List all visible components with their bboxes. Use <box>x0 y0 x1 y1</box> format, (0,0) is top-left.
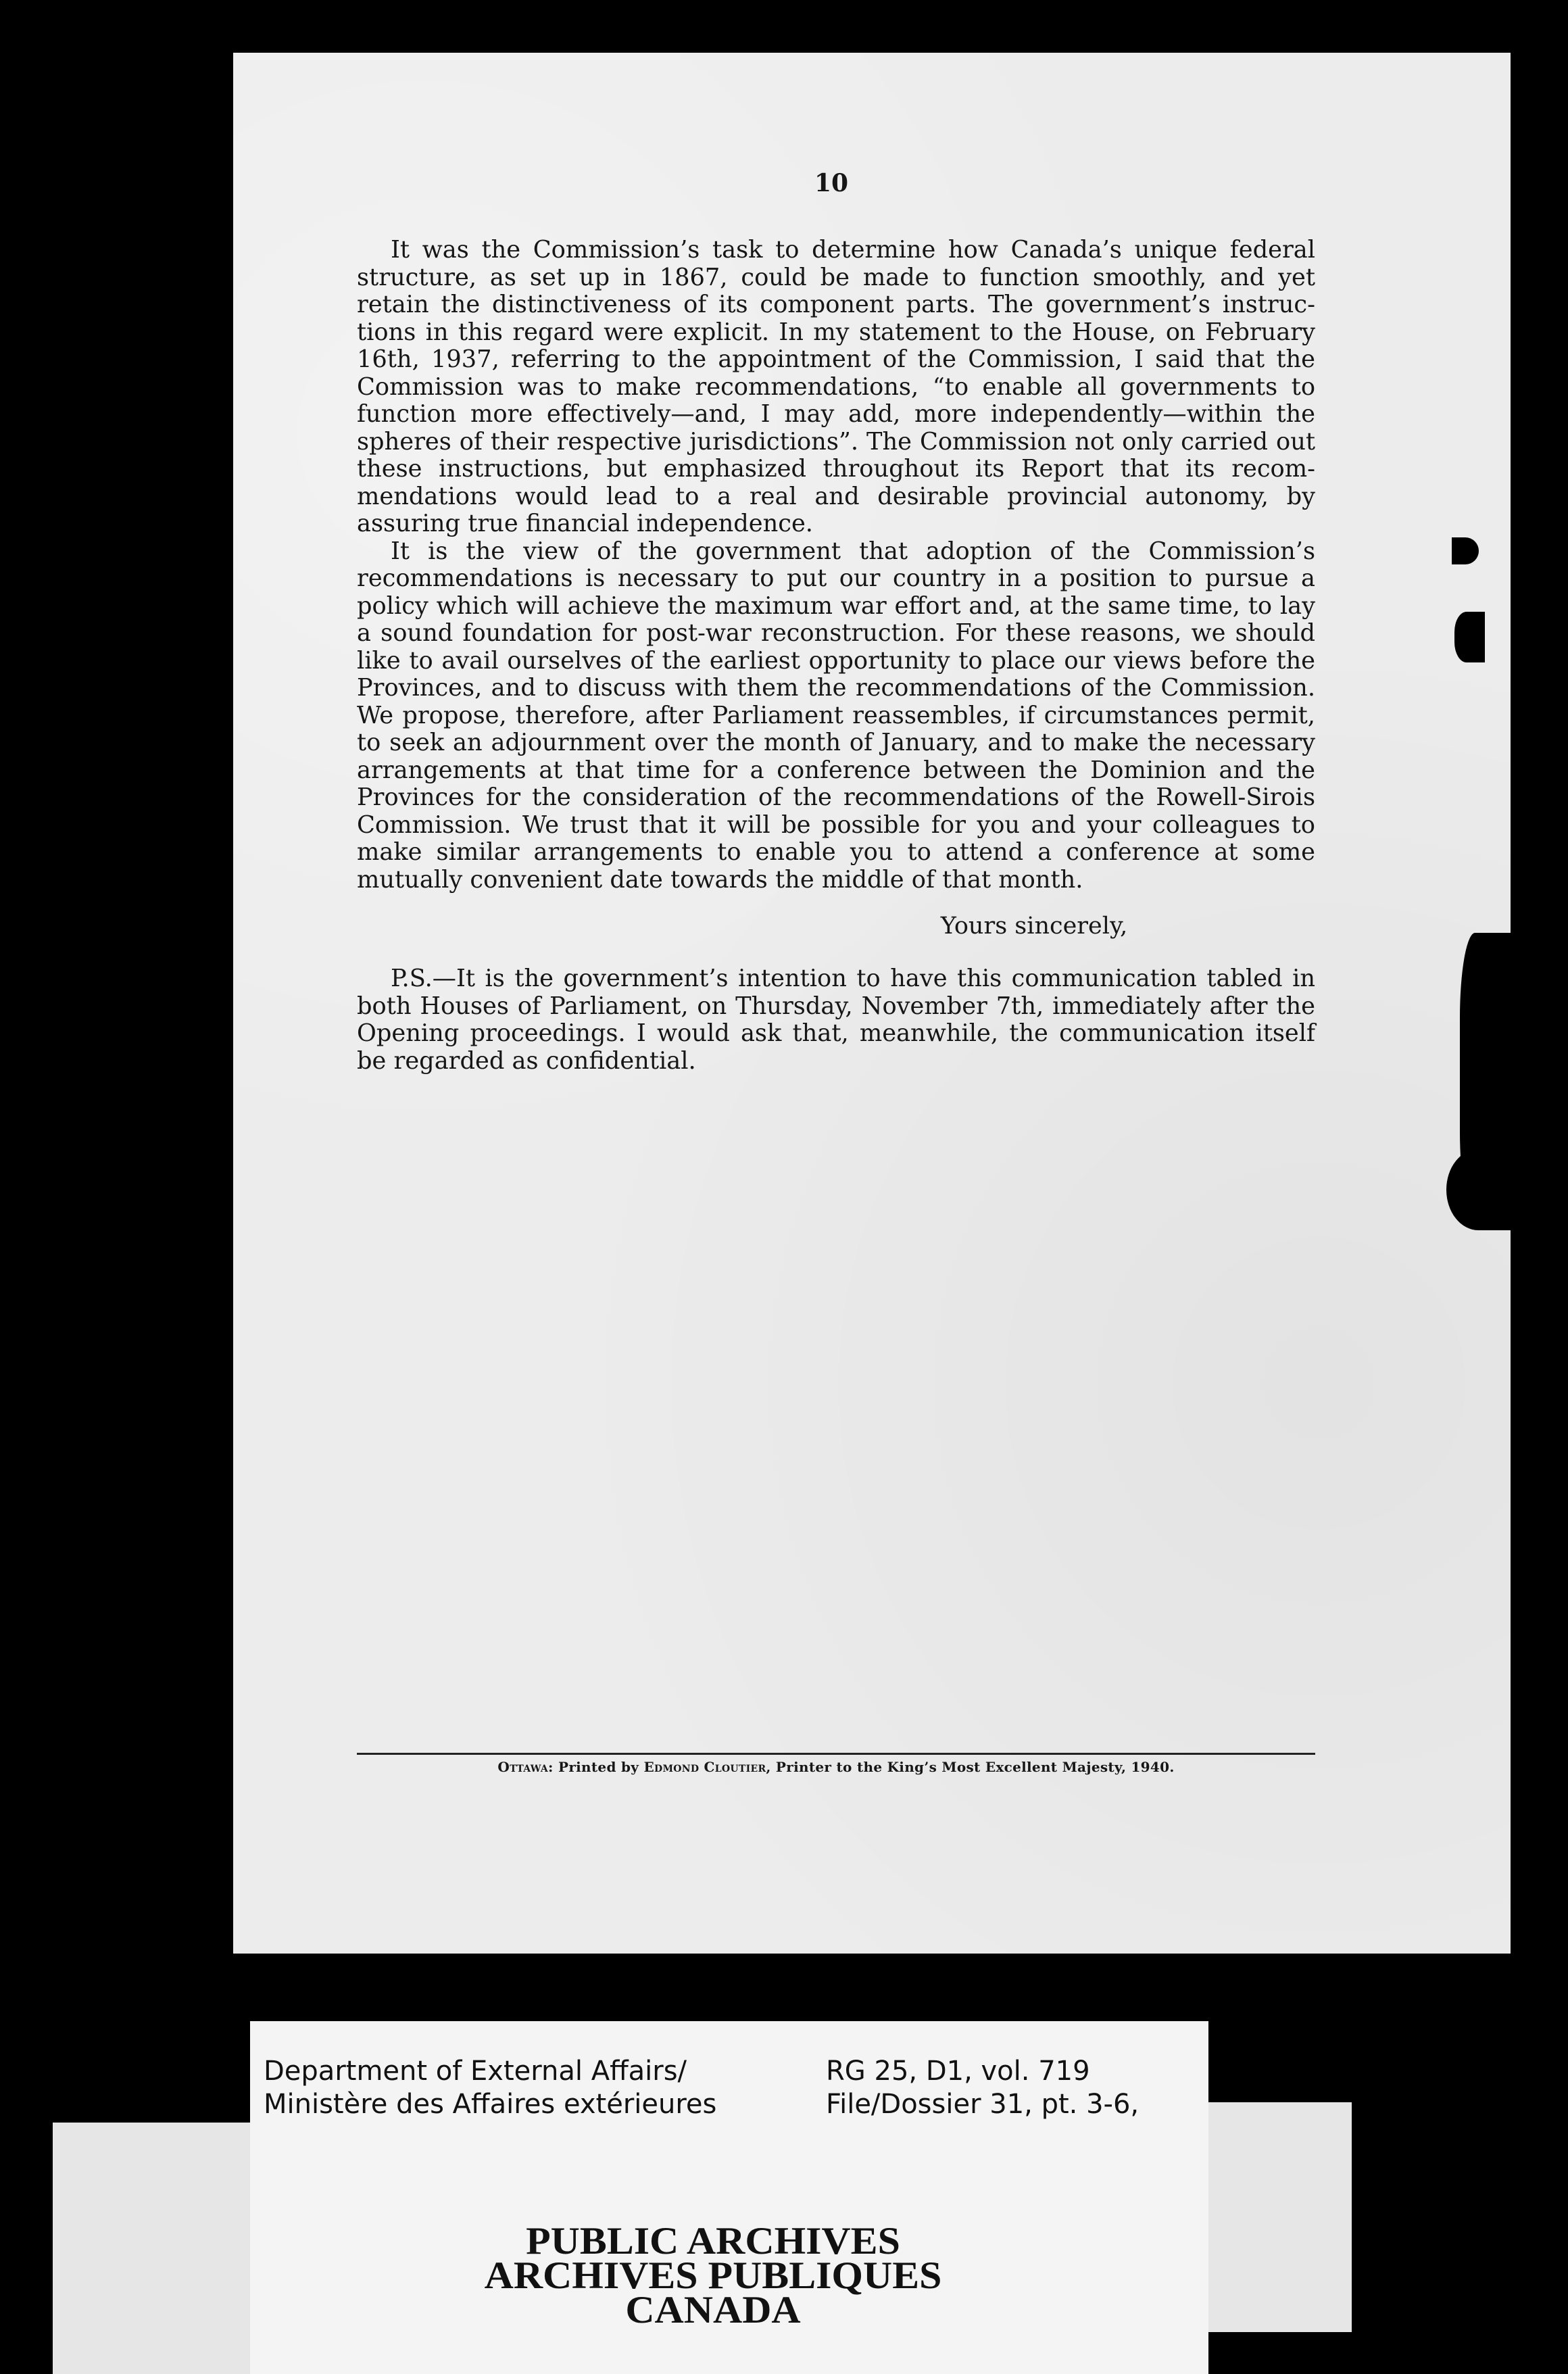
department-line: Department of External Affairs/ <box>264 2056 687 2087</box>
department-label <box>264 2055 777 2121</box>
reference-line: RG 25, D1, vol. 719 <box>826 2056 1090 2087</box>
letter-body <box>357 237 1315 894</box>
closing-salutation: Yours sincerely, <box>940 913 1128 940</box>
page-number: 10 <box>814 169 849 197</box>
postscript <box>357 965 1315 1075</box>
stamp-line: PUBLIC ARCHIVES <box>526 2220 900 2262</box>
reference-line: File/Dossier 31, pt. 3-6, <box>826 2089 1140 2120</box>
archives-stamp <box>412 2220 1015 2331</box>
torn-edge <box>1452 537 1479 564</box>
imprint-text: , Printer to the King’s Most Excellent Majesty, 1940. <box>766 1759 1175 1775</box>
stamp-line: CANADA <box>625 2289 801 2331</box>
postscript-text: P.S.—It is the government’s intention to have this communication tabled in both Houses of Parliament, on Thursday, November 7th, immediately after the Opening proceedings. I would ask that, meanwhile, the communication itself be regarded as confidential. <box>357 965 1315 1075</box>
torn-edge <box>1454 612 1485 662</box>
archive-card-edge <box>1208 2102 1352 2332</box>
department-line: Ministère des Affaires extérieures <box>264 2089 717 2120</box>
imprint-text: : Printed by <box>548 1759 644 1775</box>
file-reference <box>826 2055 1204 2121</box>
imprint-printer: Edmond Cloutier <box>643 1759 766 1775</box>
printer-imprint <box>357 1759 1315 1775</box>
torn-edge <box>1446 1149 1511 1230</box>
stamp-line: ARCHIVES PUBLIQUES <box>484 2254 942 2297</box>
archive-card-edge <box>53 2123 250 2374</box>
paragraph: It is the view of the government that adoption of the Commission’s recommendations is necessary to put our country in a position to pursue a policy which will achieve the maximum war effort and, at the same time, to lay a sound foundation for post-war reconstruction. For these reasons, we should like to avail ourselves of the earliest opportunity to place our views before the Provinces, and to discuss with them the recommendations of the Commission. We propose, therefore, after Parliament reassembles, if circumstances permit, to seek an adjournment over the month of January, and to make the necessary arrangements at that time for a conference between the Dominion and the Provinces for the consideration of the recommendations of the Rowell-Sirois Commission. We trust that it will be possible for you and your colleagues to make similar arrangements to enable you to attend a conference at some mutually convenient date towards the middle of that month. <box>357 537 1315 894</box>
imprint-city: Ottawa <box>497 1759 549 1775</box>
paragraph: It was the Commission’s task to determine how Canada’s unique federal structure, as set up in 1867, could be made to function smoothly, and yet retain the distinctiveness of its component parts. The government’s instructions in this regard were explicit. In my statement to the House, on February 16th, 1937, referring to the appointment of the Commission, I said that the Commission was to make recommendations, “to enable all governments to function more effectively—and, I may add, more independently—within the spheres of their respective jurisdictions”. The Commission not only carried out these instructions, but emphasized throughout its Report that its recommendations would lead to a real and desirable provincial autonomy, by assuring true financial independence. <box>357 236 1315 537</box>
footer-rule <box>357 1753 1315 1755</box>
